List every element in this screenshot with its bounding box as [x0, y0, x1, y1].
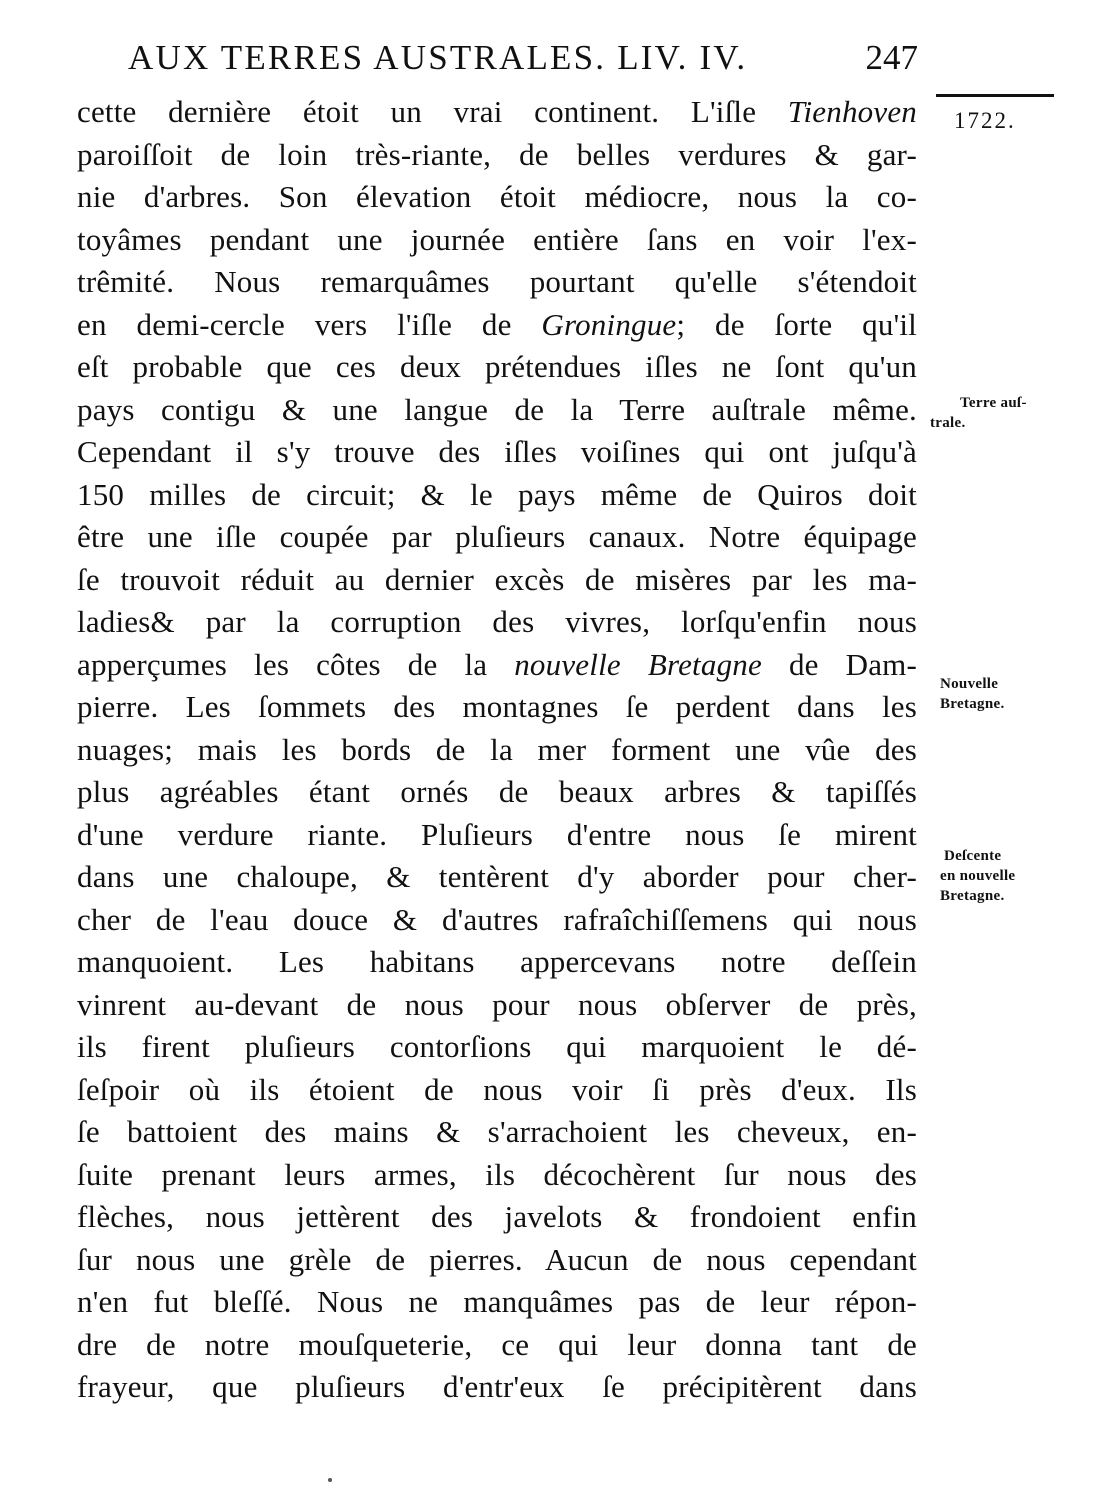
- margin-note-line: en nouvelle: [940, 868, 1016, 884]
- text-line: [77, 304, 917, 347]
- text-line: [77, 1154, 917, 1197]
- body-text: [77, 91, 917, 1409]
- text-line: [77, 91, 917, 134]
- text-segment: trêmité. Nous remarquâmes pourtant qu'elle s'étendoit: [77, 264, 917, 299]
- text-line: [77, 601, 917, 644]
- page-number: 247: [865, 38, 918, 77]
- text-line: [77, 729, 917, 772]
- text-line: [77, 856, 917, 899]
- text-line: [77, 261, 917, 304]
- text-segment: plus agréables étant ornés de beaux arbres & tapiſſés: [77, 774, 917, 809]
- text-line: [77, 644, 917, 687]
- text-segment: ils firent pluſieurs contorſions qui marquoient le dé-: [77, 1029, 917, 1064]
- margin-note-line: Bretagne.: [940, 696, 1005, 712]
- margin-year: 1722.: [954, 108, 1016, 133]
- text-line: [77, 899, 917, 942]
- text-segment: ladies& par la corruption des vivres, lorſqu'enfin nous: [77, 604, 917, 639]
- text-line: [77, 1026, 917, 1069]
- text-line: [77, 1196, 917, 1239]
- margin-note-line: Nouvelle: [940, 676, 999, 692]
- text-line: [77, 176, 917, 219]
- text-segment: flèches, nous jettèrent des javelots & frondoient enfin: [77, 1199, 917, 1234]
- running-title: AUX TERRES AUSTRALES. LIV. IV.: [128, 38, 748, 77]
- text-line: [77, 559, 917, 602]
- text-line: [77, 984, 917, 1027]
- text-segment: nuages; mais les bords de la mer forment une vûe des: [77, 731, 917, 767]
- margin-note-line: trale.: [930, 415, 966, 431]
- text-line: [77, 1324, 917, 1367]
- ink-speck: [328, 1478, 332, 1482]
- text-segment: être une iſle coupée par pluſieurs canaux. Notre équipage: [77, 519, 917, 554]
- text-segment: cette dernière étoit un vrai continent. L'iſle: [77, 94, 788, 129]
- text-segment: frayeur, que pluſieurs d'entr'eux ſe précipitèrent dans: [77, 1369, 917, 1404]
- text-line: [77, 346, 917, 389]
- text-segment: vinrent au-devant de nous pour nous obſerver de près,: [77, 986, 917, 1022]
- text-line: [77, 389, 917, 432]
- text-segment: en demi-cercle vers l'iſle de: [77, 306, 542, 342]
- text-segment: toyâmes pendant une journée entière ſans en voir l'ex-: [77, 221, 917, 257]
- italic-text: nouvelle Bretagne: [514, 646, 762, 682]
- margin-note-line: Terre auſ-: [960, 395, 1027, 411]
- text-segment: paroiſſoit de loin très-riante, de belles verdures & gar-: [77, 136, 917, 172]
- text-segment: n'en fut bleſſé. Nous ne manquâmes pas de leur répon-: [77, 1284, 917, 1319]
- text-line: [77, 941, 917, 984]
- text-segment: nie d'arbres. Son élevation étoit médiocre, nous la co-: [77, 179, 917, 214]
- text-segment: dre de notre mouſqueterie, ce qui leur donna tant de: [77, 1326, 917, 1362]
- text-line: [77, 686, 917, 729]
- text-segment: de Dam-: [761, 646, 917, 682]
- text-line: [77, 1111, 917, 1154]
- text-line: [77, 1366, 917, 1409]
- text-line: [77, 814, 917, 857]
- text-segment: manquoient. Les habitans appercevans notre deſſein: [77, 944, 917, 979]
- text-segment: Cependant il s'y trouve des iſles voiſines qui ont juſqu'à: [77, 434, 917, 469]
- margin-note-nouvelle-bretagne: [940, 674, 1005, 714]
- text-segment: cher de l'eau douce & d'autres rafraîchiſſemens qui nous: [77, 901, 917, 937]
- text-segment: ſuite prenant leurs armes, ils décochèrent ſur nous des: [77, 1156, 917, 1192]
- text-line: [77, 1281, 917, 1324]
- margin-note-terre-australe: [930, 393, 1027, 433]
- text-segment: ; de ſorte qu'il: [676, 306, 917, 342]
- text-line: [77, 771, 917, 814]
- running-head: [128, 38, 918, 78]
- margin-note-descente: [940, 846, 1015, 906]
- text-line: [77, 474, 917, 517]
- margin-note-line: Deſcente: [944, 848, 1002, 864]
- text-segment: ſe trouvoit réduit au dernier excès de misères par les ma-: [77, 561, 917, 597]
- text-line: [77, 516, 917, 559]
- italic-text: Groningue: [541, 306, 677, 342]
- italic-text: Tienhoven: [787, 94, 917, 129]
- text-segment: dans une chaloupe, & tentèrent d'y aborder pour cher-: [77, 859, 917, 894]
- text-line: [77, 1069, 917, 1112]
- text-segment: d'une verdure riante. Pluſieurs d'entre nous ſe mirent: [77, 816, 917, 852]
- text-segment: pierre. Les ſommets des montagnes ſe perdent dans les: [77, 689, 917, 724]
- text-segment: ſur nous une grèle de pierres. Aucun de nous cependant: [77, 1241, 917, 1277]
- text-line: [77, 134, 917, 177]
- text-line: [77, 1239, 917, 1282]
- text-segment: pays contigu & une langue de la Terre auſtrale même.: [77, 391, 917, 427]
- text-segment: apperçumes les côtes de la: [77, 646, 515, 682]
- text-segment: ſe battoient des mains & s'arrachoient les cheveux, en-: [77, 1114, 917, 1149]
- text-segment: eſt probable que ces deux prétendues iſles ne ſont qu'un: [77, 349, 917, 384]
- margin-note-line: Bretagne.: [940, 888, 1005, 904]
- text-segment: 150 milles de circuit; & le pays même de Quiros doit: [77, 476, 917, 512]
- text-line: [77, 219, 917, 262]
- text-line: [77, 431, 917, 474]
- margin-rule: [936, 94, 1054, 97]
- text-segment: ſeſpoir où ils étoient de nous voir ſi près d'eux. Ils: [77, 1071, 917, 1107]
